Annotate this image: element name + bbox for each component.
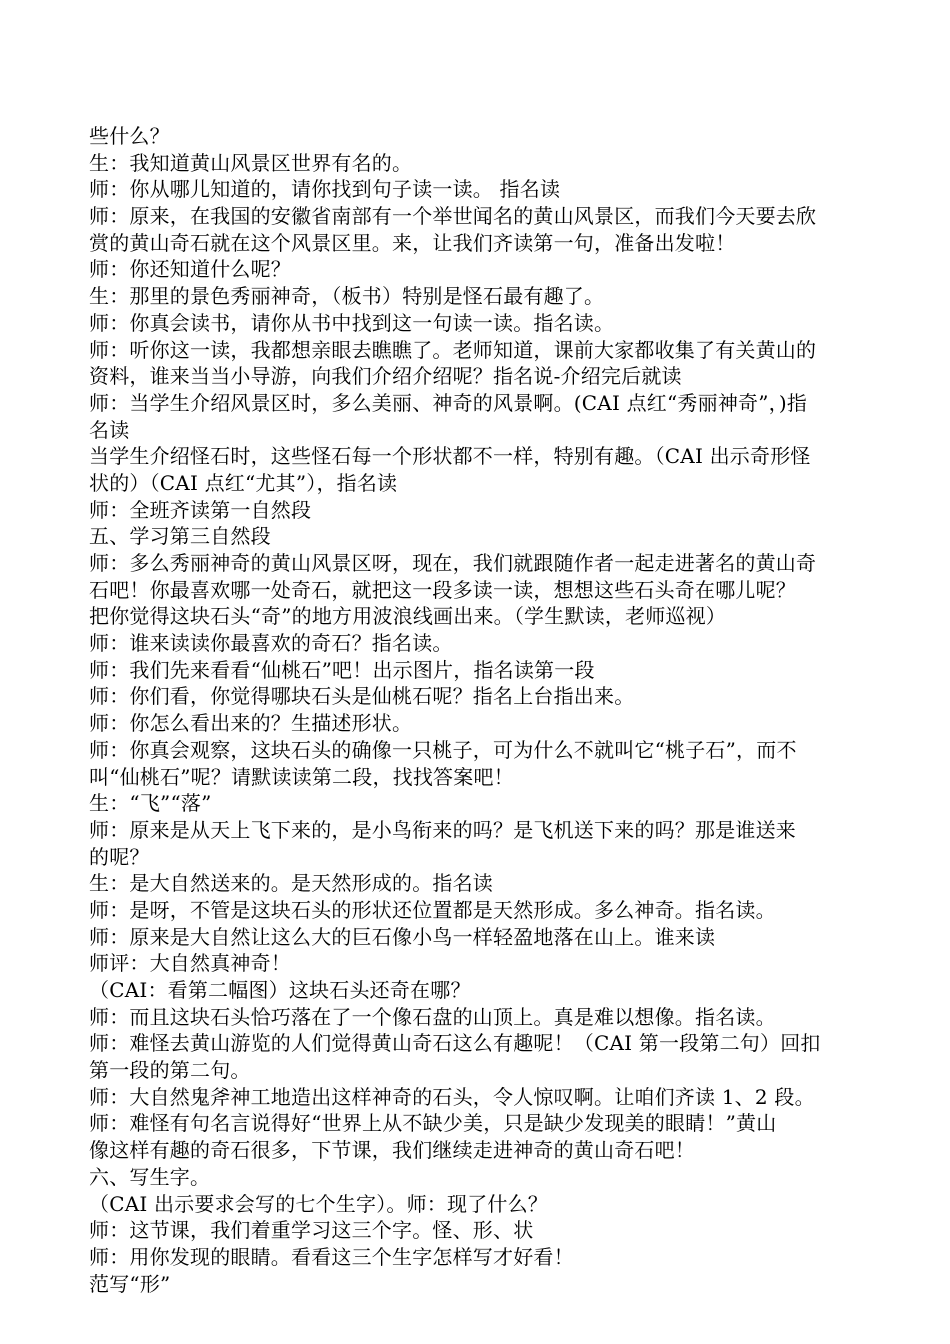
text-line: 师：听你这一读，我都想亲眼去瞧瞧了。老师知道，课前大家都收集了有关黄山的	[89, 337, 817, 362]
text-line: 师：用你发现的眼睛。看看这三个生字怎样写才好看！	[89, 1244, 574, 1269]
text-line: 范写“形”	[89, 1271, 171, 1296]
text-line: 师：全班齐读第一自然段	[89, 497, 312, 522]
text-line: 师：你怎么看出来的？生描述形状。	[89, 711, 413, 736]
text-line: 像这样有趣的奇石很多，下节课，我们继续走进神奇的黄山奇石吧！	[89, 1138, 695, 1163]
text-line: 生：那里的景色秀丽神奇，（板书）特别是怪石最有趣了。	[89, 284, 605, 309]
text-line: 六、写生字。	[89, 1164, 211, 1189]
text-line: 些什么？	[89, 124, 170, 148]
text-line: 师：我们先来看看“仙桃石”吧！出示图片，指名读第一段	[89, 657, 595, 682]
text-line: 生：是大自然送来的。是天然形成的。指名读	[89, 871, 493, 896]
text-line: 第一段的第二句。	[89, 1058, 251, 1083]
text-line: 师：原来，在我国的安徽省南部有一个举世闻名的黄山风景区，而我们今天要去欣	[89, 204, 817, 229]
text-line: 师：多么秀丽神奇的黄山风景区呀，现在，我们就跟随作者一起走进著名的黄山奇	[89, 551, 817, 575]
text-line: 师：你还知道什么呢？	[89, 257, 291, 282]
text-line: 生：我知道黄山风景区世界有名的。	[89, 150, 413, 175]
text-line: 师：你从哪儿知道的，请你找到句子读一读。 指名读	[89, 177, 561, 202]
text-line: 名读	[89, 417, 130, 442]
text-line: 师：这节课，我们着重学习这三个字。怪、形、状	[89, 1218, 534, 1243]
text-line: 赏的黄山奇石就在这个风景区里。来，让我们齐读第一句，准备出发啦！	[89, 230, 736, 255]
text-line: 师：大自然鬼斧神工地造出这样神奇的石头，令人惊叹啊。让咱们齐读 1、2 段。	[89, 1084, 815, 1109]
text-line: 师评：大自然真神奇！	[89, 951, 291, 976]
text-line: 师：而且这块石头恰巧落在了一个像石盘的山顶上。真是难以想像。指名读。	[89, 1004, 776, 1029]
text-line: 的呢？	[89, 844, 150, 869]
text-line: 叫“仙桃石”呢？请默读读第二段，找找答案吧！	[89, 764, 514, 789]
document-page	[89, 123, 867, 1297]
text-line: （CAI：看第二幅图）这块石头还奇在哪？	[89, 978, 471, 1002]
text-line: 师：原来是从天上飞下来的，是小鸟衔来的吗？是飞机送下来的吗？那是谁送来	[89, 817, 796, 842]
text-line: 师：原来是大自然让这么大的巨石像小鸟一样轻盈地落在山上。谁来读	[89, 924, 716, 949]
text-line: 状的）（CAI 点红“尤其”），指名读	[89, 470, 398, 495]
text-line: 师：是呀，不管是这块石头的形状还位置都是天然形成。多么神奇。指名读。	[89, 897, 776, 922]
text-line: 五、学习第三自然段	[89, 524, 271, 549]
text-line: 生：“飞”“落”	[89, 791, 212, 816]
text-line: 师：当学生介绍风景区时，多么美丽、神奇的风景啊。(CAI 点红“秀丽神奇”，)指	[89, 390, 808, 415]
text-line: 师：你真会观察，这块石头的确像一只桃子，可为什么不就叫它“桃子石”，而不	[89, 737, 797, 762]
text-line: 师：难怪去黄山游览的人们觉得黄山奇石这么有趣呢！（CAI 第一段第二句）回扣	[89, 1031, 821, 1056]
text-line: 师：你们看，你觉得哪块石头是仙桃石呢？指名上台指出来。	[89, 684, 635, 709]
text-line: 石吧！你最喜欢哪一处奇石，就把这一段多读一读，想想这些石头奇在哪儿呢？	[89, 577, 796, 602]
text-line: 把你觉得这块石头“奇”的地方用波浪线画出来。（学生默读，老师巡视）	[89, 604, 727, 629]
text-line: 当学生介绍怪石时，这些怪石每一个形状都不一样，特别有趣。（CAI 出示奇形怪	[89, 444, 811, 469]
text-line: 师：你真会读书，请你从书中找到这一句读一读。指名读。	[89, 310, 615, 335]
text-line: 资料，谁来当当小导游，向我们介绍介绍呢？指名说-介绍完后就读	[89, 364, 682, 389]
text-line: 师：难怪有句名言说得好“世界上从不缺少美，只是缺少发现美的眼睛！”黄山	[89, 1111, 777, 1136]
text-line: 师：谁来读读你最喜欢的奇石？指名读。	[89, 631, 453, 656]
text-line: （CAI 出示要求会写的七个生字）。师：现了什么？	[89, 1191, 549, 1216]
